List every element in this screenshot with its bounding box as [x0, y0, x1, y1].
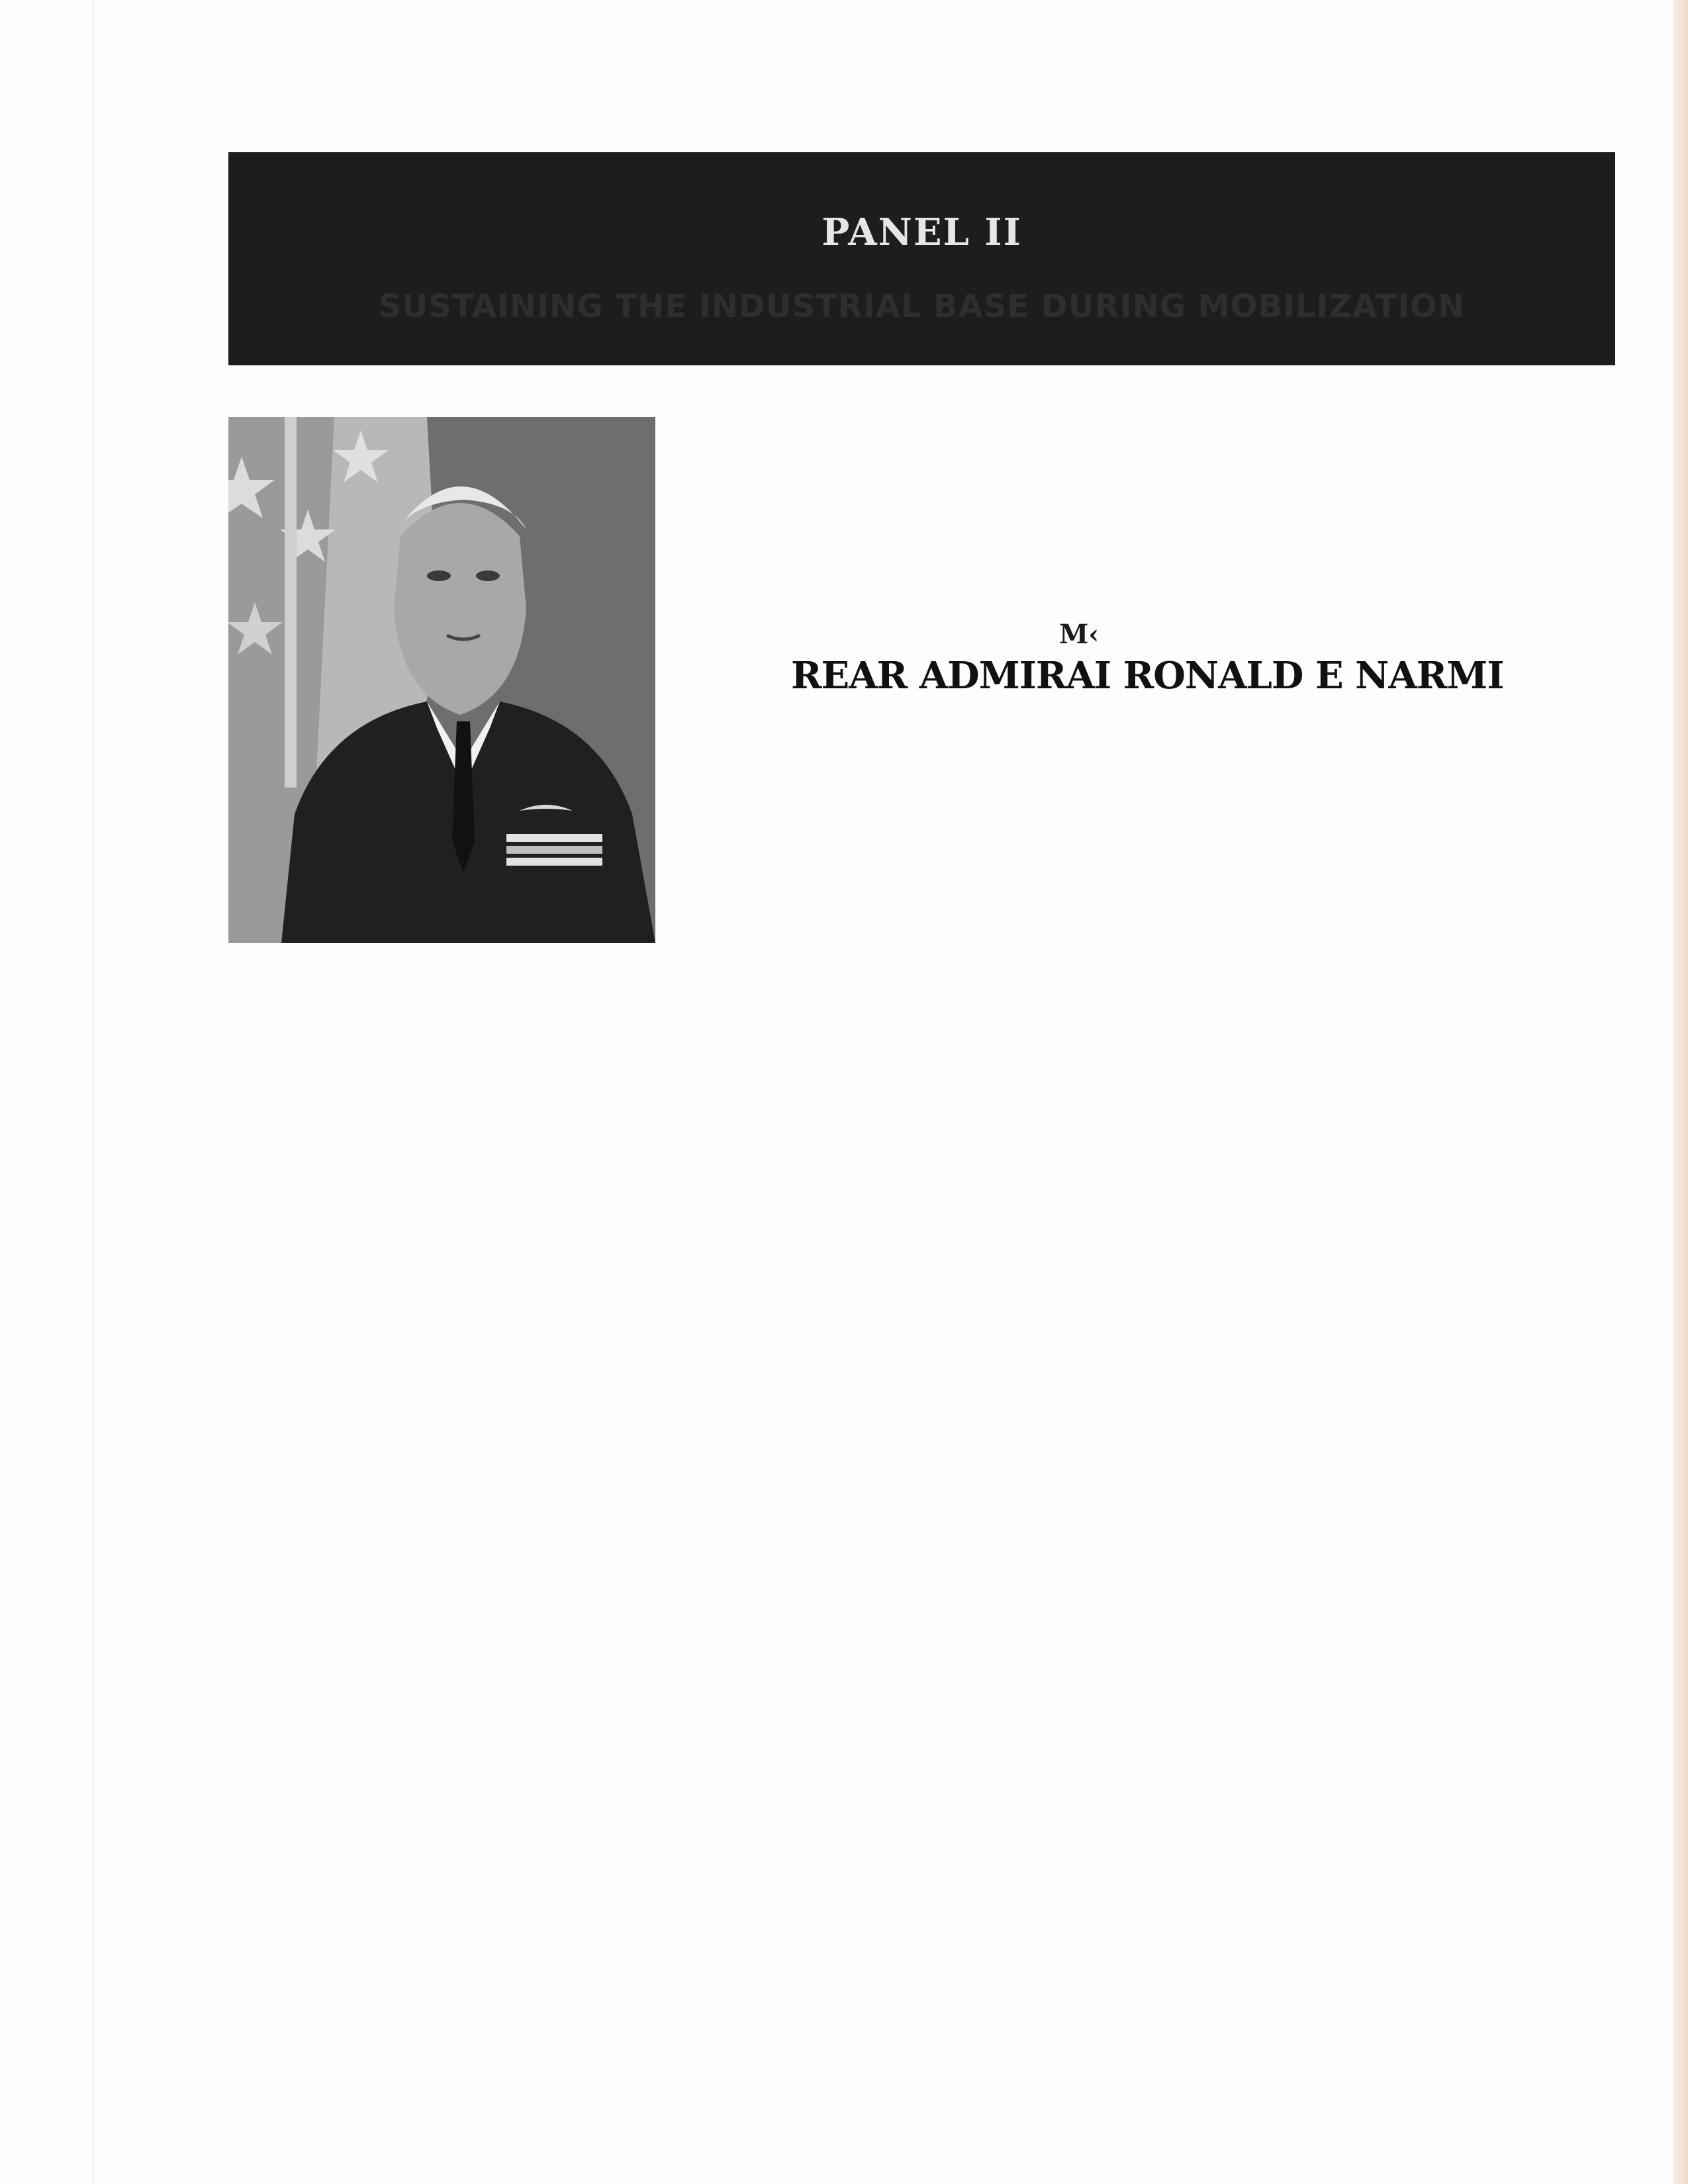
portrait-photo-icon: [228, 417, 655, 943]
page-scan-edge-right: [1673, 0, 1688, 2184]
panel-subtitle: SUSTAINING THE INDUSTRIAL BASE DURING MOBILIZATION: [378, 288, 1466, 325]
panel-banner: [228, 152, 1615, 365]
page-scan-edge: [93, 0, 94, 2184]
speaker-name: REAR ADMIRAI RONALD E NARMI: [791, 654, 1504, 698]
panel-title: PANEL II: [821, 210, 1022, 254]
speaker-honorific: M‹: [1059, 619, 1100, 650]
speaker-portrait: [228, 417, 655, 943]
